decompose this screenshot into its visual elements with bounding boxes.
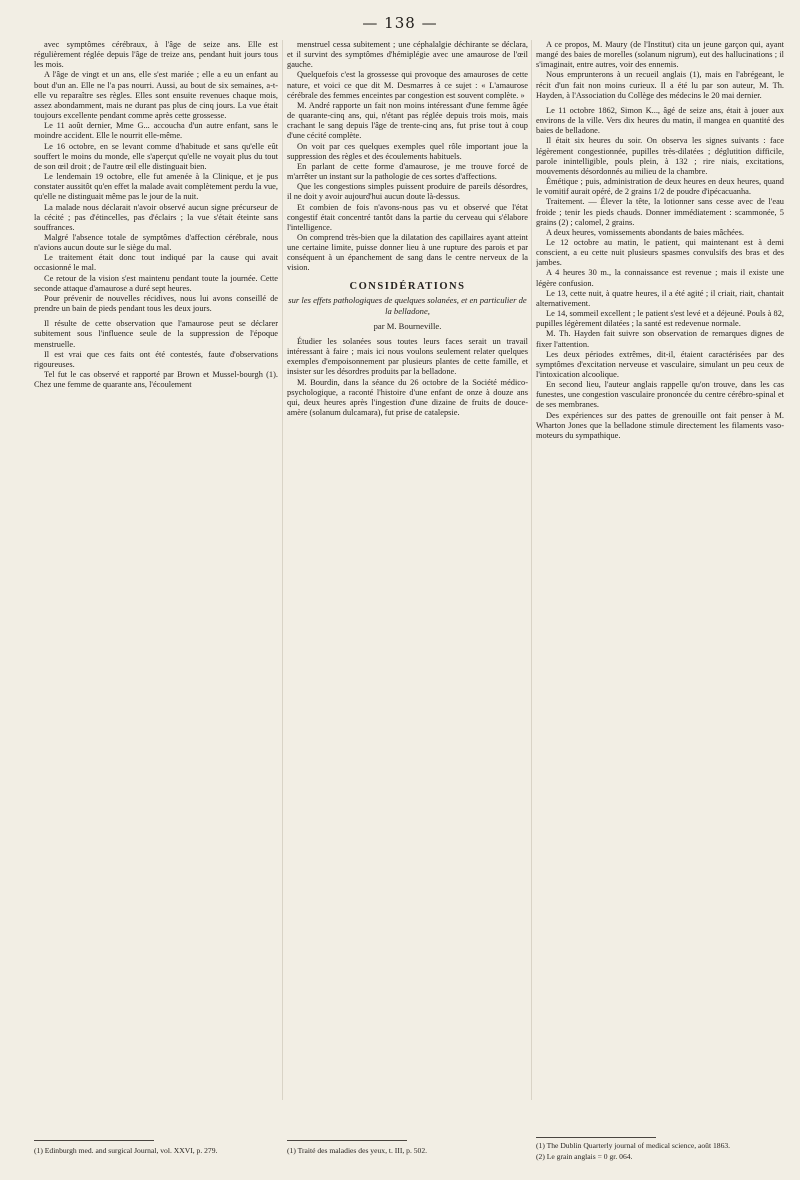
footnote-middle: (1) Traité des maladies des yeux, t. III, p. 502. bbox=[287, 1146, 428, 1155]
paragraph: M. André rapporte un fait non moins intéressant d'une femme âgée de quarante-cinq ans, qui, n'étant pas réglée depuis trois mois, mais crachant le sang depuis l'âge de trente-cinq ans, fut prise tout à coup d'une cécité complète. bbox=[287, 100, 528, 141]
page-number: — 138 — bbox=[362, 14, 438, 32]
paragraph: Il résulte de cette observation que l'amaurose peut se déclarer subitement sous l'influence seule de la suppression de l'époque menstruelle. bbox=[34, 319, 278, 349]
paragraph: Émétique ; puis, administration de deux heures en deux heures, quand le vomitif aurait opéré, de 2 grains 1/2 de poudre d'ipécacuanha. bbox=[536, 177, 784, 197]
paragraph: A l'âge de vingt et un ans, elle s'est mariée ; elle a eu un enfant au bout d'un an. Elle ne l'a pas nourri. Aussi, au bout de six semaines, a-t-elle vu reparaître ses règles. Elles sont ensuite revenues chaque mois, assez abondamment, mais ne durant pas plus de cinq jours. La vue était toujours excellente pendant comme après cette grossesse. bbox=[34, 70, 278, 121]
section-title: CONSIDÉRATIONS bbox=[349, 280, 466, 292]
section-heading bbox=[287, 282, 528, 331]
paragraph: En parlant de cette forme d'amaurose, je me trouve forcé de m'arrêter un instant sur la pathologie de ces sortes d'affections. bbox=[287, 161, 528, 182]
paragraph: Et combien de fois n'avons-nous pas vu et observé que l'état congestif était concentré tantôt dans la partie du cerveau qui s'élabore l'intelligence. bbox=[287, 202, 528, 232]
column-gutter bbox=[531, 40, 532, 1100]
column-gutter bbox=[282, 40, 283, 1100]
paragraph: Le 14, sommeil excellent ; le patient s'est levé et a déjeuné. Pouls à 82, pupilles légèrement dilatées ; la santé est redevenue normale. bbox=[536, 309, 784, 329]
paragraph: Étudier les solanées sous toutes leurs faces serait un travail intéressant à faire ; mais ici nous voulons seulement relater quelques exemples d'empoisonnement par plusieurs plantes de cette famille, et insister sur les désordres produits par la belladone. bbox=[287, 336, 528, 377]
footnote-left: (1) Edinburgh med. and surgical Journal, vol. XXVI, p. 279. bbox=[34, 1146, 218, 1155]
paragraph: Pour prévenir de nouvelles récidives, nous lui avons conseillé de prendre un bain de pieds pendant tous les deux jours. bbox=[34, 293, 278, 314]
section-author: par M. Bourneville. bbox=[373, 320, 442, 331]
footnote-rule bbox=[536, 1137, 656, 1138]
paragraph: Le 11 août dernier, Mme G... accoucha d'un autre enfant, sans le moindre accident. Elle le nourrit elle-même. bbox=[34, 121, 278, 141]
paragraph: Nous emprunterons à un recueil anglais (1), mais en l'abrégeant, le récit d'un fait non moins curieux. Il a été lu par son auteur, M. Th. Hayden, à l'Association du Collège des médecins le 20 mai dernier. bbox=[536, 70, 784, 100]
paragraph: Des expériences sur des pattes de grenouille ont fait penser à M. Wharton Jones que la belladone stimule directement les filaments vaso-moteurs du sympathique. bbox=[536, 410, 784, 440]
footnote-rule bbox=[34, 1140, 154, 1141]
paragraph: Le 12 octobre au matin, le patient, qui maintenant est à demi conscient, a eu cette nuit plusieurs spasmes convulsifs des bras et des jambes. bbox=[536, 237, 784, 268]
paragraph: Le 16 octobre, en se levant comme d'habitude et sans qu'elle eût souffert le moins du monde, elle s'aperçut qu'elle ne voyait plus du tout de son œil droit ; de l'autre œil elle distinguait bien. bbox=[34, 141, 278, 171]
paragraph: Que les congestions simples puissent produire de pareils désordres, il ne doit y avoir aujourd'hui aucun doute là-dessus. bbox=[287, 182, 528, 202]
paragraph: M. Bourdin, dans la séance du 26 octobre de la Société médico-psychologique, a raconté l'histoire d'une enfant de onze à douze ans qui, deux heures après l'ingestion d'une dizaine de fruits de douce-amère (solanum dulcamara), fut prise de catalepsie. bbox=[287, 377, 528, 417]
footnote-right-1: (1) The Dublin Quarterly journal of medical science, août 1863. bbox=[536, 1141, 731, 1150]
left-column bbox=[34, 40, 278, 1130]
paragraph: La malade nous déclarait n'avoir observé aucun signe précurseur de la cécité ; pas d'étincelles, pas d'éclairs ; la vue s'était éteinte sans souffrances. bbox=[34, 202, 278, 232]
paragraph: Le traitement était donc tout indiqué par la cause qui avait occasionné le mal. bbox=[34, 253, 278, 273]
paragraph: A deux heures, vomissements abondants de baies mâchées. bbox=[546, 227, 744, 237]
middle-column bbox=[287, 40, 528, 1130]
paragraph: En second lieu, l'auteur anglais rappelle qu'on trouve, dans les cas funestes, une congestion vasculaire prononcée du centre cérébro-spinal et de ses membranes. bbox=[536, 380, 784, 410]
paragraph: Le 11 octobre 1862, Simon K..., âgé de seize ans, était à jouer aux environs de la ville. Vers dix heures du matin, il mangea en quantité des baies de belladone. bbox=[536, 105, 784, 136]
paragraph: Le 13, cette nuit, à quatre heures, il a été agité ; il criait, riait, chantait alternativement. bbox=[536, 288, 784, 308]
paragraph: Traitement. — Élever la tête, la lotionner sans cesse avec de l'eau froide ; tenir les pieds chauds. Donner immédiatement : scammonée, 5 grains (2) ; calomel, 2 grains. bbox=[536, 197, 784, 227]
paragraph: M. Th. Hayden fait suivre son observation de remarques dignes de fixer l'attention. bbox=[536, 329, 784, 349]
paragraph: Malgré l'absence totale de symptômes d'affection cérébrale, nous n'avions aucun doute sur le siège du mal. bbox=[34, 232, 278, 253]
footnote-right-2: (2) Le grain anglais = 0 gr. 064. bbox=[536, 1152, 633, 1161]
footnote-rule bbox=[287, 1140, 407, 1141]
paragraph: menstruel cessa subitement ; une céphalalgie déchirante se déclara, et il survint des symptômes d'hémiplégie avec une amaurose de l'œil gauche. bbox=[287, 40, 528, 70]
paragraph: Quelquefois c'est la grossesse qui provoque des amauroses de cette nature, et voici ce que dit M. Desmarres à ce sujet : « L'amaurose cérébrale des femmes enceintes par congestion est souvent complète. » bbox=[287, 70, 528, 100]
right-column bbox=[536, 40, 784, 1130]
paragraph: Ce retour de la vision s'est maintenu pendant toute la journée. Cette seconde attaque d'amaurose a duré sept heures. bbox=[34, 273, 278, 293]
paragraph: Il est vrai que ces faits ont été contestés, faute d'observations rigoureuses. bbox=[34, 349, 278, 369]
paragraph: Le lendemain 19 octobre, elle fut amenée à la Clinique, et je pus constater aussitôt qu'en effet la malade avait complètement perdu la vue, qu'elle ne distinguait même pas le jour de la nuit. bbox=[34, 172, 278, 202]
paragraph: A ce propos, M. Maury (de l'Institut) cita un jeune garçon qui, ayant mangé des baies de morelles (solanum nigrum), eut des hallucinations ; il s'imaginait, entre autres, voir des ennemis. bbox=[536, 40, 784, 70]
paragraph: Les deux périodes extrêmes, dit-il, étaient caractérisées par des symptômes d'excitation nerveuse et vasculaire, simulant un peu ceux de l'intoxication alcoolique. bbox=[536, 349, 784, 379]
paragraph: A 4 heures 30 m., la connaissance est revenue ; mais il existe une légère confusion. bbox=[536, 268, 784, 288]
paragraph: Il était six heures du soir. On observa les signes suivants : face légèrement congestionnée, pupilles très-dilatées ; déglutition difficile, parole inintelligible, pouls plein, à 132 ; rire niais, excitations, mouvements désordonnés au milieu de la chambre. bbox=[536, 136, 784, 176]
paragraph: avec symptômes cérébraux, à l'âge de seize ans. Elle est régulièrement réglée depuis l'âge de treize ans, pendant huit jours tous les mois. bbox=[34, 40, 278, 70]
paragraph: Tel fut le cas observé et rapporté par Brown et Mussel-bourgh (1). Chez une femme de quarante ans, l'écoulement bbox=[34, 370, 278, 390]
paragraph: On voit par ces quelques exemples quel rôle important joue la suppression des règles et des écoulements habituels. bbox=[287, 141, 528, 161]
section-subtitle: sur les effets pathologiques de quelques solanées, et en particulier de la belladone, bbox=[288, 294, 527, 316]
paragraph: On comprend très-bien que la dilatation des capillaires ayant atteint une certaine limite, puisse donner lieu à une rupture des parois et par conséquent à un épanchement de sang dans le centre nerveux de la vision. bbox=[287, 232, 528, 273]
